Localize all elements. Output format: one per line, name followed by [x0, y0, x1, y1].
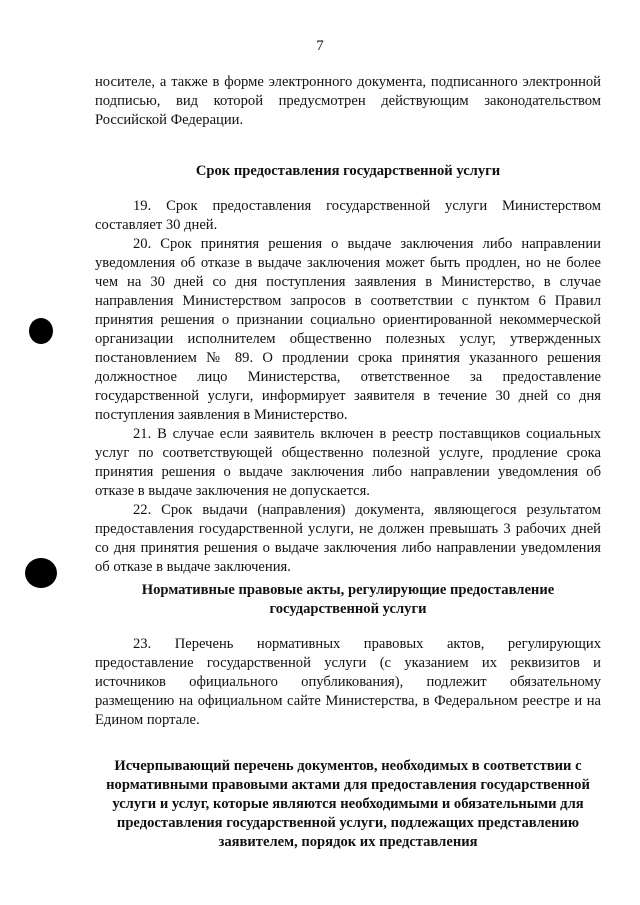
paragraph-20: 20. Срок принятия решения о выдаче заключения либо направлении уведомления об отказе в выдаче заключения может быть продлен, но не более чем на 30 дней со дня поступления заявления в Министерство, в случае направления Министерством запросов в соответствии с пунктом 6 Правил принятия решения о признании социально ориентированной некоммерческой организации исполнителем общественно полезных услуг, утвержденных постановлением № 89. О продлении срока принятия указанного решения должностное лицо Министерства, ответственное за предоставление государственной услуги, информирует заявителя в течение 30 дней со дня поступления заявления в Министерство.	[95, 236, 601, 423]
section-heading-legal-line: Нормативные правовые акты, регулирующие предоставление	[141, 582, 555, 598]
paragraph-22: 22. Срок выдачи (направления) документа, являющегося результатом предоставления государственной услуги, не должен превышать 3 рабочих дней со дня принятия решения о выдаче заключения либо направлении уведомления об отказе в выдаче заключения.	[95, 502, 601, 575]
section-heading-documents-line: услуги и услуг, которые являются необходимыми и обязательными для	[112, 796, 584, 812]
section-heading-documents	[85, 757, 611, 852]
page-number: 7	[316, 38, 324, 54]
paragraph-21: 21. В случае если заявитель включен в реестр поставщиков социальных услуг по соответствующей общественно полезной услуге, продление срока принятия решения о выдаче заключения либо направлении уведомления об отказе в выдаче заключения не допускается.	[95, 426, 601, 499]
section-heading-documents-line: заявителем, порядок их представления	[218, 834, 478, 850]
section-heading-term-text: Срок предоставления государственной услуги	[195, 163, 501, 179]
section-heading-documents-line: Исчерпывающий перечень документов, необходимых в соответствии с	[114, 758, 582, 774]
intro-paragraph: носителе, а также в форме электронного документа, подписанного электронной подписью, вид которой предусмотрен действующим законодательством Российской Федерации.	[95, 74, 601, 128]
paragraph-23: 23. Перечень нормативных правовых актов, регулирующих предоставление государственной услуги (с указанием их реквизитов и источников официального опубликования), подлежит обязательному размещению на официальном сайте Министерства, в Федеральном реестре и на Едином портале.	[95, 636, 601, 728]
section-heading-documents-line: нормативными правовыми актами для предоставления государственной	[106, 777, 590, 793]
punch-hole-top	[29, 318, 53, 344]
section-term-body	[95, 197, 601, 577]
section-heading-term	[85, 162, 611, 181]
paragraph-19: 19. Срок предоставления государственной услуги Министерством составляет 30 дней.	[95, 198, 601, 233]
section-legal-body	[95, 635, 601, 730]
section-heading-documents-line: предоставления государственной услуги, подлежащих представлению	[116, 815, 580, 831]
section-heading-legal	[85, 581, 611, 619]
intro-paragraph-block	[95, 73, 601, 130]
punch-hole-bottom	[25, 558, 57, 588]
section-heading-legal-line: государственной услуги	[269, 601, 427, 617]
